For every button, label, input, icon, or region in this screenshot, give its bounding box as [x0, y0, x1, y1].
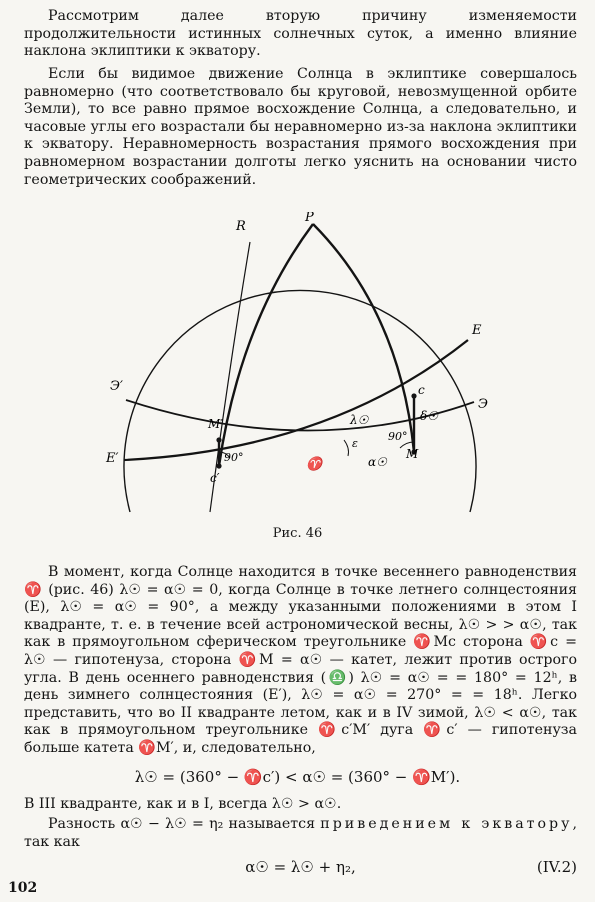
- label-angle-90-right: 90°: [388, 430, 408, 443]
- label-m: M: [406, 447, 419, 461]
- reduction-text-start: Разность α☉ − λ☉ = η₂ называется: [48, 816, 321, 832]
- label-epsilon: ε: [352, 437, 358, 450]
- paragraph-uniform-motion: Если бы видимое движение Солнца в эклиптике совершалось равномерно (что соответствовало бы круговой, невозмущенной орбите Земли), то все равно прямое восхождение Солнца, а следовательно, и часовые углы его возрастали бы неравномерно из-за наклона эклиптики к экватору. Неравномерность возрастания прямого восхождения при равномерном возрастании долготы легко уяснить на основании чисто геометрических соображений.: [24, 66, 577, 188]
- label-delta: δ☉: [420, 409, 438, 423]
- label-c-prime: c′: [210, 471, 220, 485]
- formula-alpha-sum: α☉ = λ☉ + η₂,: [245, 858, 356, 876]
- label-r: R: [236, 219, 246, 234]
- label-lambda: λ☉: [350, 413, 369, 427]
- label-c: c: [418, 383, 425, 397]
- label-angle-90-left: 90°: [224, 451, 244, 464]
- formula-lambda-alpha: λ☉ = (360° − ♈c′) < α☉ = (360° − ♈M′).: [134, 768, 461, 786]
- equation-row: [24, 858, 577, 878]
- ecliptic-line: [124, 340, 468, 460]
- label-alpha: α☉: [368, 455, 387, 469]
- paragraph-intro: Рассмотрим далее вторую причину изменяемости продолжительности истинных солнечных суток, а именно влияние наклона эклиптики к экватору.: [24, 8, 577, 60]
- label-e: E: [472, 323, 482, 338]
- point-c: [411, 393, 416, 398]
- sphere-outline: [124, 290, 476, 512]
- label-aries: ♈: [306, 457, 323, 472]
- figure-caption: Рис. 46: [272, 526, 323, 541]
- point-m-prime: [216, 437, 221, 442]
- label-ae-prime: Э′: [110, 379, 123, 394]
- reduction-term: приведением к экватору: [320, 816, 573, 832]
- paragraph-third-quadrant: В III квадранте, как и в I, всегда λ☉ > α☉.: [24, 796, 342, 812]
- epsilon-arc: [344, 440, 349, 456]
- label-p: P: [305, 212, 314, 225]
- page-number: 102: [8, 880, 38, 896]
- celestial-sphere-figure: [100, 212, 500, 522]
- equation-number: (IV.2): [536, 858, 577, 876]
- point-c-prime: [216, 463, 221, 468]
- label-ae: Э: [478, 397, 488, 412]
- reduction-text-end: , так как: [24, 816, 577, 850]
- paragraph-equinox-solstice: В момент, когда Солнце находится в точке весеннего равноденствия ♈ (рис. 46) λ☉ = α☉ = 0, когда Солнце в точке летнего солнцестояния (E), λ☉ = α☉ = 90°, а между указанными положениями в этом I квадранте, т. е. в течение всей астрономической весны, λ☉ > > α☉, так как в прямоугольном сферическом треугольнике ♈Mc сторона ♈c = λ☉ — гипотенуза, сторона ♈M = α☉ — катет, лежит против острого угла. В день осеннего равноденствия (♎) λ☉ = α☉ = = 180° = 12ʰ, в день зимнего солнцестояния (E′), λ☉ = α☉ = 270° = = 18ʰ. Легко представить, что во II квадранте летом, как и в IV зимой, λ☉ < α☉, так как в прямоугольном треугольнике ♈c′M′ дуга ♈c′ — гипотенуза больше катета ♈M′, и, следовательно,: [24, 564, 577, 756]
- paragraph-reduction-equator: [24, 816, 577, 851]
- label-e-prime: E′: [106, 451, 119, 466]
- label-m-prime: M′: [208, 417, 224, 431]
